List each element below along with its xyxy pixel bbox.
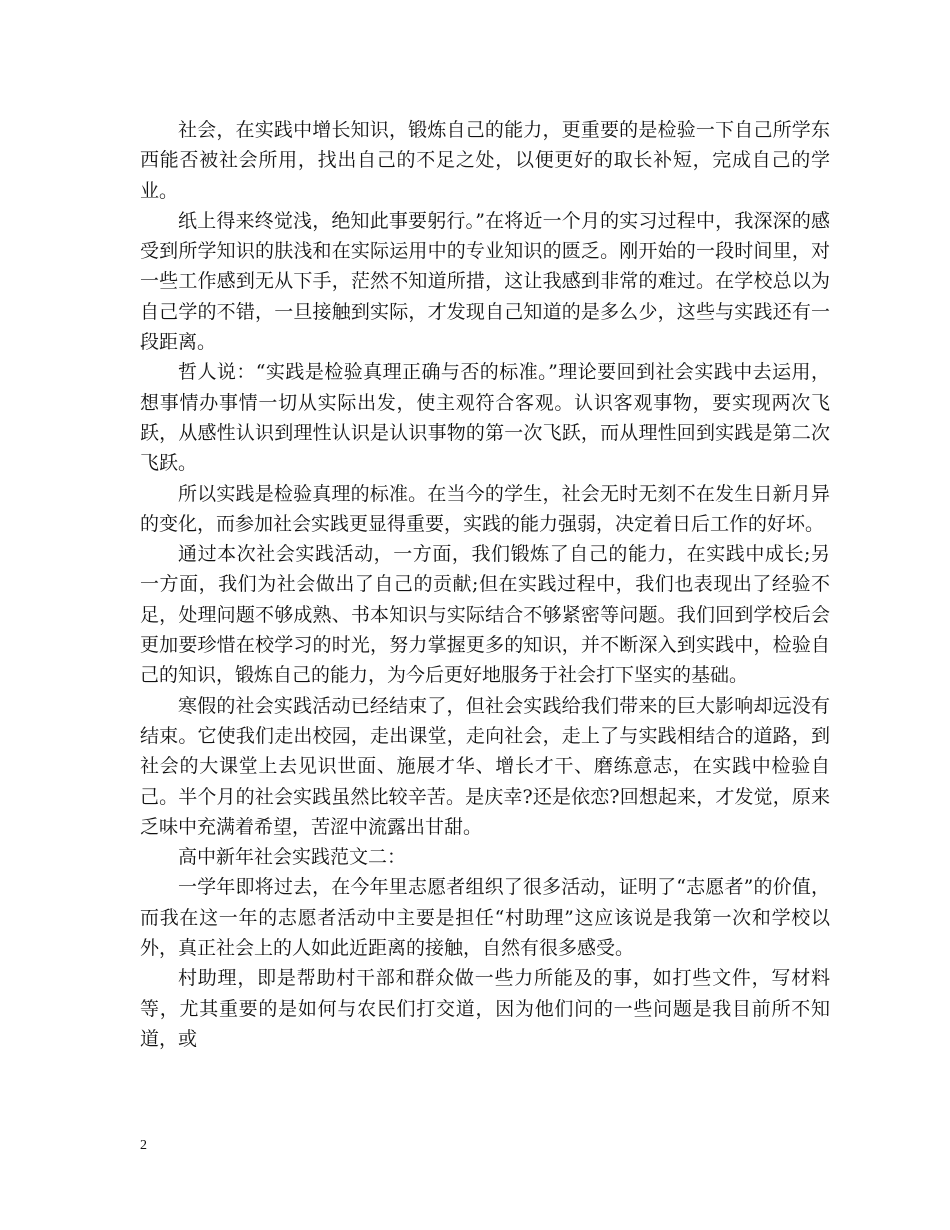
paragraph: 纸上得来终觉浅，绝知此事要躬行。”在将近一个月的实习过程中，我深深的感受到所学知识的肤浅和在实际运用中的专业知识的匮乏。刚开始的一段时间里，对一些工作感到无从下手，茫然不知道所措，这让我感到非常的难过。在学校总以为自己学的不错，一旦接触到实际，才发现自己知道的是多么少，这些与实践还有一段距离。 <box>140 209 830 354</box>
paragraph: 村助理，即是帮助村干部和群众做一些力所能及的事，如打些文件，写材料等，尤其重要的是如何与农民们打交道，因为他们问的一些问题是我目前所不知道，或 <box>140 967 830 1050</box>
paragraph: 所以实践是检验真理的标准。在当今的学生，社会无时无刻不在发生日新月异的变化，而参加社会实践更显得重要，实践的能力强弱，决定着日后工作的好坏。 <box>140 482 830 535</box>
paragraph: 哲人说：“实践是检验真理正确与否的标准。”理论要回到社会实践中去运用，想事情办事情一切从实际出发，使主观符合客观。认识客观事物，要实现两次飞跃，从感性认识到理性认识是认识事物的第一次飞跃，而从理性回到实践是第二次飞跃。 <box>140 361 830 475</box>
section-heading: 高中新年社会实践范文二： <box>178 846 407 869</box>
paragraph: 寒假的社会实践活动已经结束了，但社会实践给我们带来的巨大影响却远没有结束。它使我们走出校园，走出课堂，走向社会，走上了与实践相结合的道路，到社会的大课堂上去见识世面、施展才华、增长才干、磨练意志，在实践中检验自己。半个月的社会实践虽然比较辛苦。是庆幸?还是依恋?回想起来，才发觉，原来乏味中充满着希望，苦涩中流露出甘甜。 <box>140 694 830 838</box>
paragraph: 通过本次社会实践活动，一方面，我们锻炼了自己的能力，在实践中成长;另一方面，我们为社会做出了自己的贡献;但在实践过程中，我们也表现出了经验不足，处理问题不够成熟、书本知识与实际结合不够紧密等问题。我们回到学校后会更加要珍惜在校学习的时光，努力掌握更多的知识，并不断深入到实践中，检验自己的知识，锻炼自己的能力，为今后更好地服务于社会打下坚实的基础。 <box>140 543 830 687</box>
paragraph: 一学年即将过去，在今年里志愿者组织了很多活动，证明了“志愿者”的价值，而我在这一年的志愿者活动中主要是担任“村助理”这应该说是我第一次和学校以外，真正社会上的人如此近距离的接触，自然有很多感受。 <box>140 876 830 960</box>
document-body <box>140 115 830 1054</box>
paragraph: 社会，在实践中增长知识，锻炼自己的能力，更重要的是检验一下自己所学东西能否被社会所用，找出自己的不足之处，以便更好的取长补短，完成自己的学业。 <box>140 119 830 202</box>
page-number: 2 <box>140 1138 147 1153</box>
